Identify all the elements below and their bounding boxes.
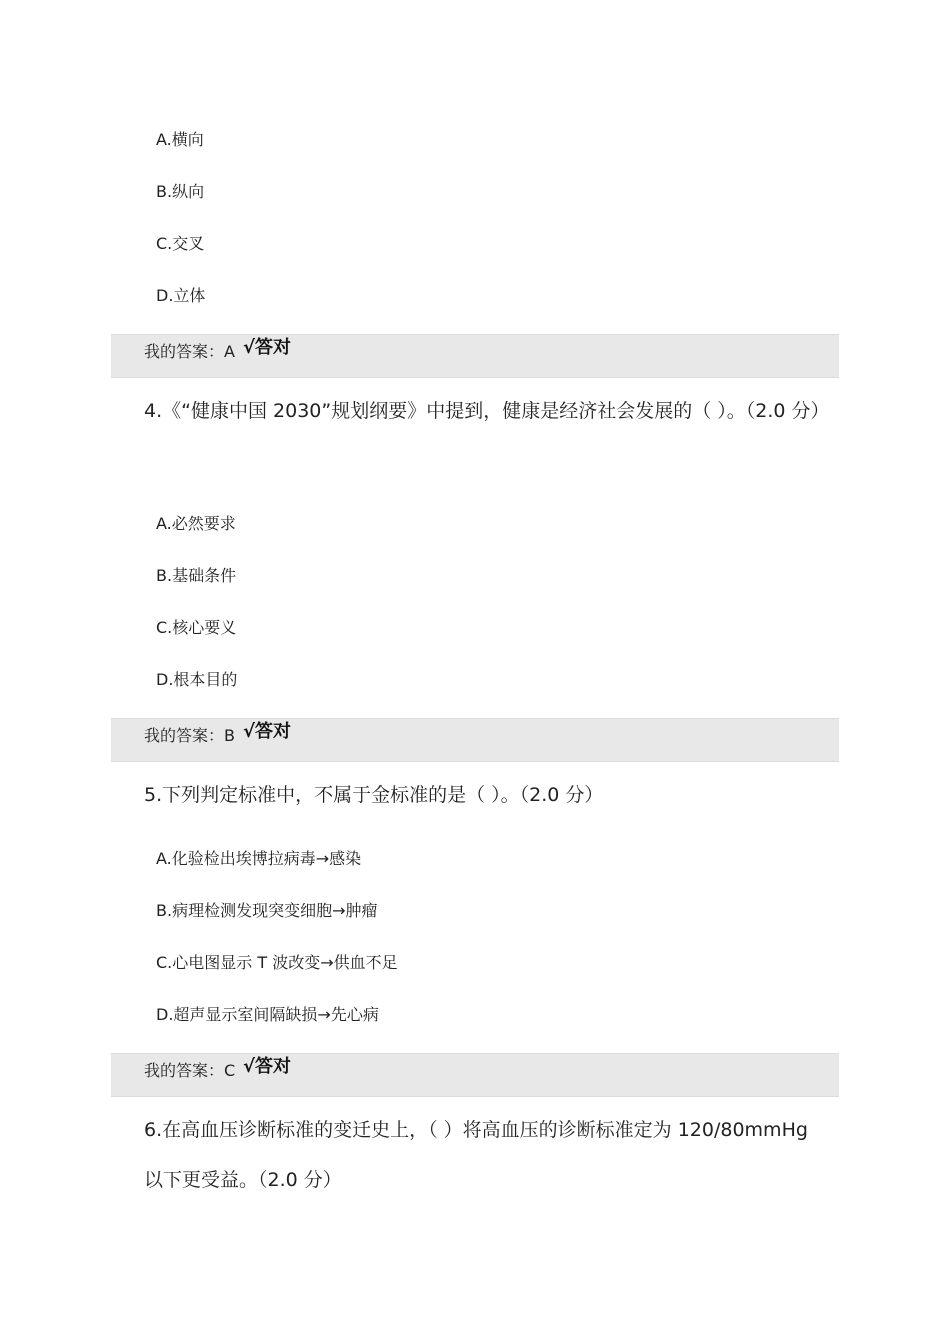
q4-answer-result: √答对 (243, 721, 292, 742)
q4-question-text: 4.《“健康中国 2030”规划纲要》中提到，健康是经济社会发展的（ ）。（2.0 分） (144, 400, 830, 422)
q3-option-b: B.纵向 (156, 182, 205, 201)
q5-option-b: B.病理检测发现突变细胞→肿瘤 (156, 901, 378, 920)
q5-answer-bar (111, 1053, 839, 1097)
q3-answer-result: √答对 (243, 337, 292, 358)
q5-answer-result: √答对 (243, 1056, 292, 1077)
q3-answer-bar (111, 334, 839, 378)
q4-option-d: D.根本目的 (156, 670, 238, 689)
q4-answer-label: 我的答案：B (144, 726, 235, 745)
q3-option-a: A.横向 (156, 130, 204, 149)
q4-option-b: B.基础条件 (156, 566, 237, 585)
q6-question-text: 6.在高血压诊断标准的变迁史上，（ ）将高血压的诊断标准定为 120/80mmHg 以下更受益。（2.0 分） (144, 1119, 808, 1191)
q4-answer-bar (111, 718, 839, 762)
q3-option-d: D.立体 (156, 286, 206, 305)
q5-question-text: 5.下列判定标准中，不属于金标准的是（ ）。（2.0 分） (144, 784, 604, 806)
q5-option-d: D.超声显示室间隔缺损→先心病 (156, 1005, 379, 1024)
q4-option-c: C.核心要义 (156, 618, 237, 637)
q4-option-a: A.必然要求 (156, 514, 236, 533)
q3-answer-label: 我的答案：A (144, 342, 235, 361)
q5-option-a: A.化验检出埃博拉病毒→感染 (156, 849, 362, 868)
q5-answer-label: 我的答案：C (144, 1061, 236, 1080)
q3-option-c: C.交叉 (156, 234, 205, 253)
q5-option-c: C.心电图显示 T 波改变→供血不足 (156, 953, 398, 972)
